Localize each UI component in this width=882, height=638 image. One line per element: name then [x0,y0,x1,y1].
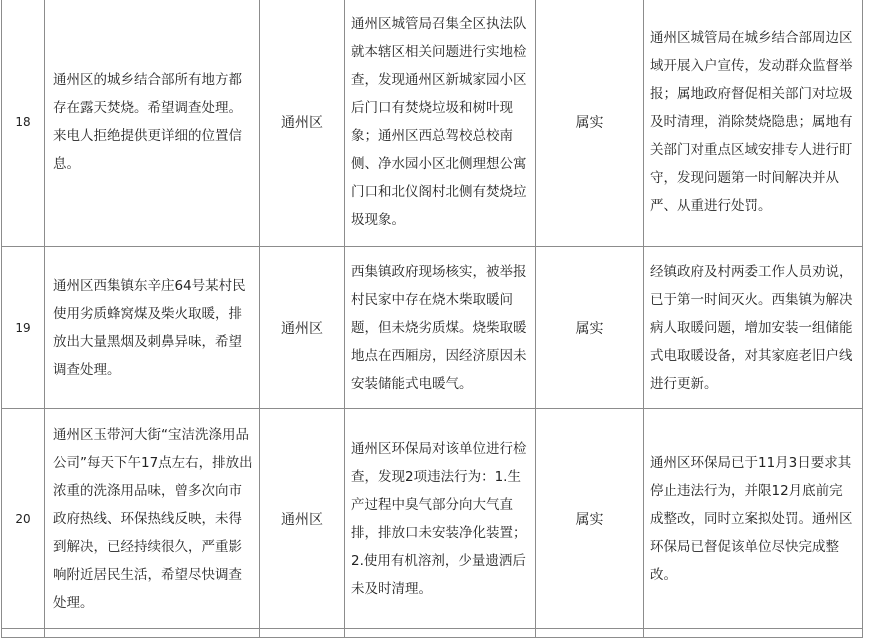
district-cell: 通州区 [260,0,345,247]
result-cell: 属实 [536,409,644,629]
verification-cell: 通州区城管局召集全区执法队就本辖区相关问题进行实地检查，发现通州区新城家园小区后门口有焚烧垃圾和树叶现象；通州区西总驾校总校南侧、净水园小区北侧理想公寓门口和北仪阁村北侧有焚烧垃圾现象。 [345,0,536,247]
handling-cell: 通州区环保局已于11月3日要求其停止违法行为，并限12月底前完成整改，同时立案拟处罚。通州区环保局已督促该单位尽快完成整改。 [644,409,863,629]
result-cell: 属实 [536,0,644,247]
issue-cell: 通州区玉带河大街“宝洁洗涤用品公司”每天下午17点左右，排放出浓重的洗涤用品味，曾多次向市政府热线、环保热线反映，未得到解决，已经持续很久，严重影响附近居民生活，希望尽快调查处理。 [45,409,260,629]
complaint-table [1,0,863,638]
result-cell: 属实 [536,247,644,409]
issue-cell: 通州区西集镇东辛庄64号某村民使用劣质蜂窝煤及柴火取暖，排放出大量黑烟及刺鼻异味，希望调查处理。 [45,247,260,409]
verification-cell: 通州区环保局对该单位进行检查，发现2项违法行为：1.生产过程中臭气部分向大气直排，排放口未安装净化装置；2.使用有机溶剂，少量遗洒后未及时清理。 [345,409,536,629]
issue-cell: 通州区的城乡结合部所有地方都存在露天焚烧。希望调查处理。来电人拒绝提供更详细的位置信息。 [45,0,260,247]
handling-cell: 经镇政府及村两委工作人员劝说，已于第一时间灭火。西集镇为解决病人取暖问题，增加安装一组储能式电取暖设备，对其家庭老旧户线进行更新。 [644,247,863,409]
table-row [2,409,863,629]
table-row-partial [2,629,863,638]
handling-cell: 通州区城管局在城乡结合部周边区域开展入户宣传，发动群众监督举报；属地政府督促相关部门对垃圾及时清理，消除焚烧隐患；属地有关部门对重点区域安排专人进行盯守，发现问题第一时间解决并从严、从重进行处罚。 [644,0,863,247]
district-cell: 通州区 [260,409,345,629]
table-row [2,0,863,247]
row-number: 18 [2,0,45,247]
verification-cell: 西集镇政府现场核实，被举报村民家中存在烧木柴取暖问题，但未烧劣质煤。烧柴取暖地点在西厢房，因经济原因未安装储能式电暖气。 [345,247,536,409]
table-row [2,247,863,409]
row-number: 20 [2,409,45,629]
district-cell: 通州区 [260,247,345,409]
row-number: 19 [2,247,45,409]
